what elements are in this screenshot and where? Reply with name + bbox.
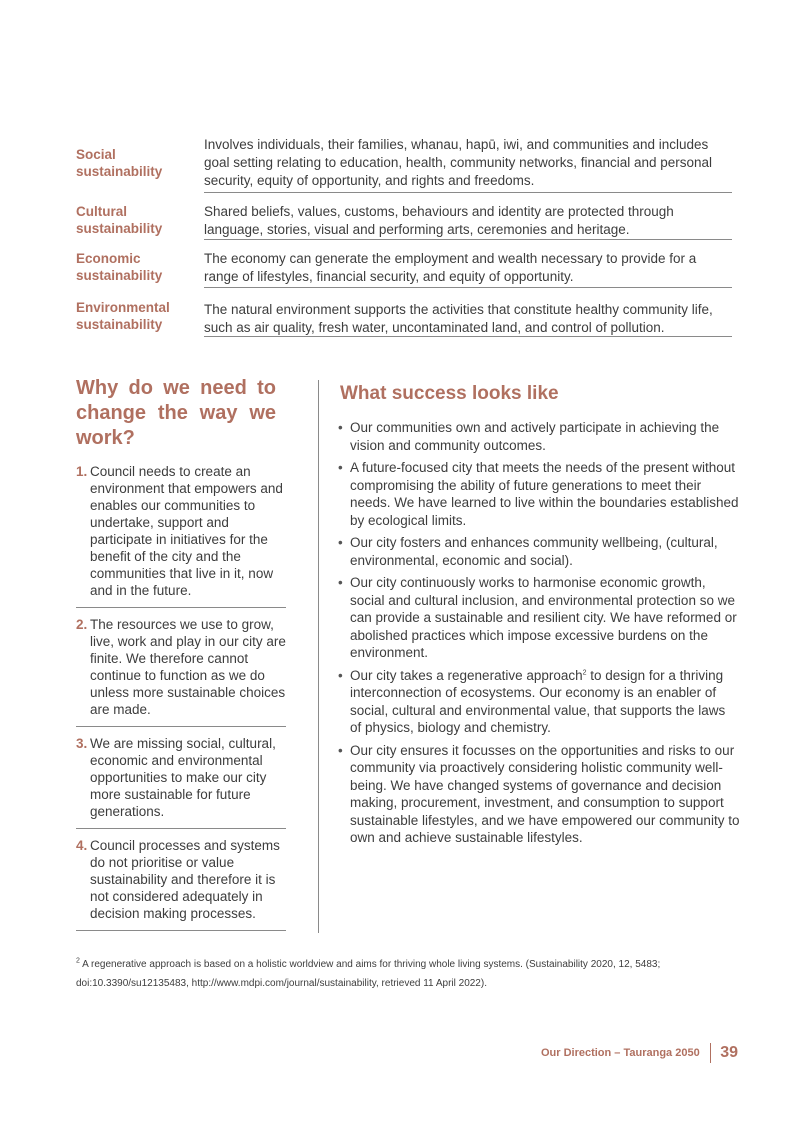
page-footer (541, 1043, 738, 1063)
footnote (76, 955, 736, 993)
reason-item (76, 837, 286, 931)
definition-text: The natural environment supports the activities that constitute healthy community life, such as air quality, fresh water, uncontaminated land, and control of pollution. (204, 302, 713, 335)
column-divider (318, 380, 319, 933)
reason-text: Council needs to create an environment that empowers and enables our communities to undertake, support and participate in initiatives for the benefit of the city and the communities that live in it, now and in the future. (90, 464, 283, 598)
reason-number: 1. (76, 464, 88, 479)
definition-term: Cultural sustainability (76, 204, 163, 236)
definition-text: Involves individuals, their families, whanau, hapū, iwi, and communities and includes goal setting relating to education, health, community networks, financial and personal security, equity of opportunity, and rights and freedoms. (204, 137, 713, 188)
definition-row-economic (76, 240, 732, 288)
footnote-marker: 2 (76, 957, 80, 965)
definition-row-environmental (76, 288, 732, 337)
success-bullet: • Our communities own and actively participate in achieving the vision and community outcomes. (338, 419, 740, 454)
success-bullet: • Our city fosters and enhances community wellbeing, (cultural, environmental, economic and social). (338, 534, 740, 569)
page-number: 39 (720, 1044, 738, 1061)
reason-number: 3. (76, 736, 88, 751)
success-section (338, 383, 740, 852)
regenerative-text-start: Our city takes a regenerative approach (350, 667, 583, 683)
reason-number: 2. (76, 617, 88, 632)
definition-row-cultural (76, 193, 732, 240)
reason-text: The resources we use to grow, live, work and play in our city are finite. We therefore cannot continue to function as we do unless more sustainable choices are made. (90, 617, 286, 717)
success-bullet: • Our city ensures it focusses on the opportunities and risks to our community via proactively considering holistic community well-being. We have changed systems of governance and decision making, procurement, investment, and consumption to support sustainable lifestyles, and we have empowered our community to own and achieve sustainable lifestyles. (338, 742, 740, 847)
definition-term: Economic sustainability (76, 251, 163, 283)
reason-number: 4. (76, 838, 88, 853)
reason-item (76, 463, 286, 608)
success-bullet: • A future-focused city that meets the needs of the present without compromising the ability of future generations to meet their needs. We have learned to live within the boundaries established by ecological limits. (338, 459, 740, 529)
definition-text: Shared beliefs, values, customs, behaviours and identity are protected through language, stories, visual and performing arts, ceremonies and heritage. (204, 204, 674, 237)
reason-item (76, 735, 286, 829)
success-heading: What success looks like (340, 383, 559, 404)
reason-text: Council processes and systems do not prioritise or value sustainability and therefore it is not considered adequately in decision making processes. (90, 838, 280, 921)
row-divider (204, 336, 732, 337)
definition-term: Social sustainability (76, 147, 163, 179)
definition-term: Environmental sustainability (76, 300, 170, 332)
reason-item (76, 616, 286, 727)
success-bullet: • Our city continuously works to harmonise economic growth, social and cultural inclusion, and environmental protection so we can provide a sustainable and resilient city. We have reformed or abolished practices which impose excessive burdens on the environment. (338, 574, 740, 662)
regenerative-text-end: to design for a thriving interconnection of ecosystems. Our economy is an enabler of social, cultural and environmental value, that supports the laws of physics, biology and chemistry. (350, 667, 726, 735)
definition-row-social (76, 130, 732, 193)
success-bullet-regenerative (338, 667, 740, 737)
definition-text: The economy can generate the employment and wealth necessary to provide for a range of lifestyles, financial security, and equity of opportunity. (204, 251, 697, 284)
why-change-section (76, 376, 286, 939)
document-title: Our Direction – Tauranga 2050 (540, 1047, 700, 1059)
sustainability-definitions-table (76, 130, 732, 337)
footnote-text: A regenerative approach is based on a holistic worldview and aims for thriving whole living systems. (Sustainability 2020, 12, 5483; doi:10.3390/su12135483, http://www.mdpi.com/journal/sustainability, retrieved 11 April 2022). (76, 959, 661, 989)
reason-text: We are missing social, cultural, economic and environmental opportunities to make our city more sustainable for future generations. (90, 736, 276, 819)
success-list (338, 419, 740, 847)
footnote-reference: 2 (582, 669, 587, 676)
footer-divider (710, 1043, 712, 1063)
why-change-heading: Why do we need to change the way we work? (76, 377, 276, 449)
